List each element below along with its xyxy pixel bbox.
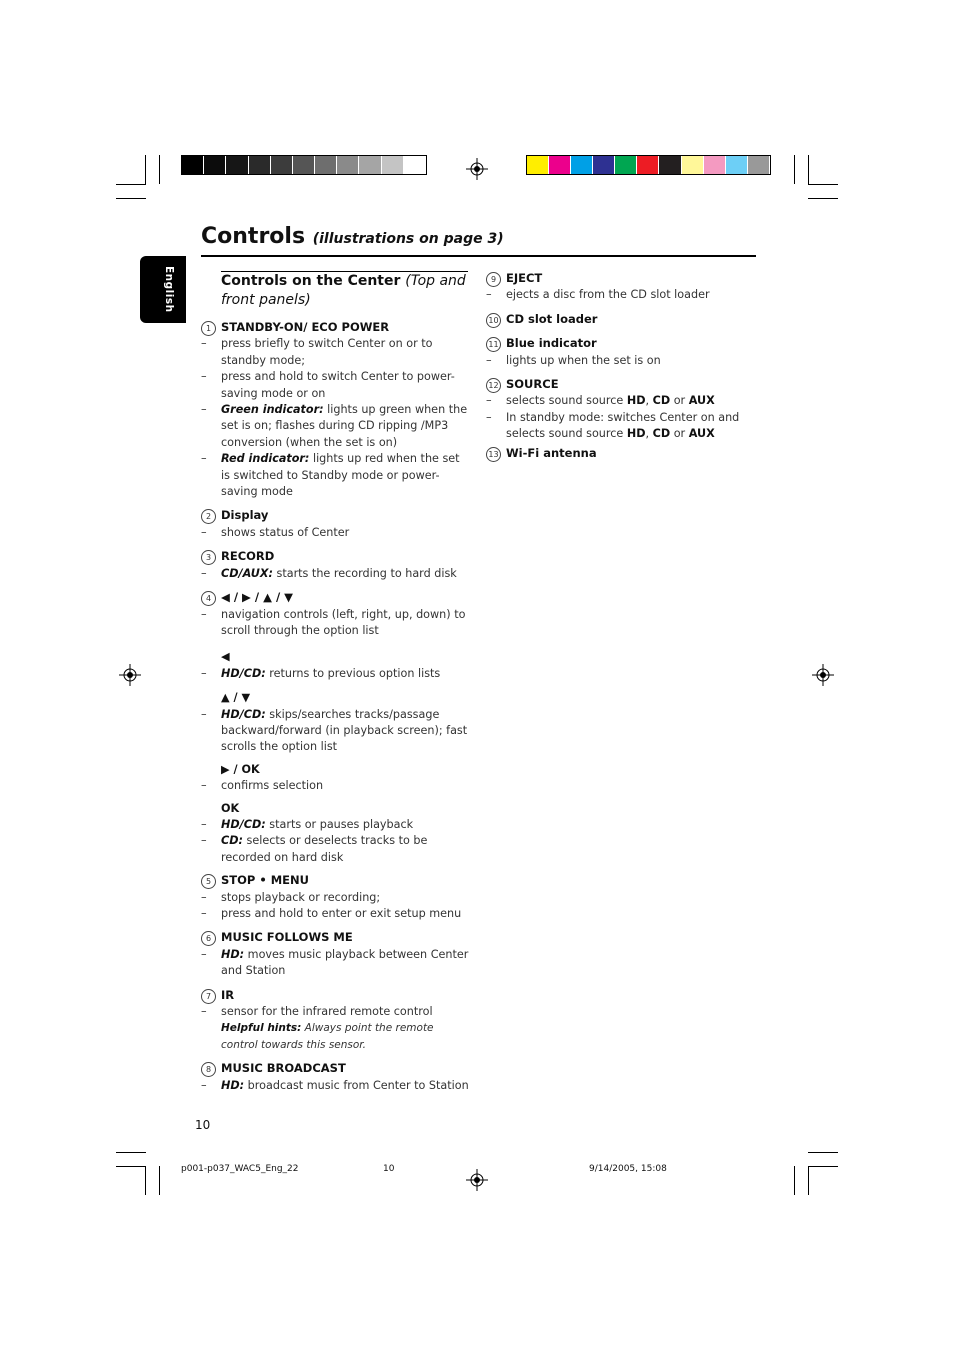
item-text: moves music playback between Center and Station	[221, 947, 469, 978]
color-swatch	[726, 156, 748, 174]
language-tab	[140, 256, 186, 323]
helpful-hint	[201, 1020, 471, 1053]
crop-mark	[116, 198, 146, 199]
item-line: – HD: moves music playback between Center and Station	[201, 947, 469, 978]
item-number-badge: 8	[201, 1062, 216, 1077]
section-heading-main: Controls on the Center	[221, 273, 401, 289]
color-swatch	[315, 156, 337, 174]
right-arrow-ok-label: ▶ / OK	[221, 762, 260, 776]
language-tab-label: English	[163, 266, 175, 313]
item-title: SOURCE	[506, 377, 559, 392]
item-number-badge: 13	[486, 447, 501, 462]
item-line: – press briefly to switch Center on or to standby mode;	[201, 337, 433, 367]
item-text: selects sound source	[506, 394, 627, 408]
color-swatch	[659, 156, 681, 174]
crop-mark	[808, 155, 809, 184]
item-label: HD/CD:	[221, 817, 266, 831]
item-text: starts or pauses playback	[265, 817, 414, 831]
source-aux-label: AUX	[688, 394, 715, 408]
item-line: – HD: broadcast music from Center to Station	[201, 1078, 469, 1092]
hint-label: Helpful hints:	[221, 1022, 302, 1035]
color-swatch	[615, 156, 637, 174]
color-swatch	[249, 156, 271, 174]
item-text: returns to previous option lists	[265, 666, 441, 680]
item-text: sensor for the infrared remote control	[221, 1005, 433, 1019]
page-title-main: Controls	[201, 224, 306, 249]
title-rule	[201, 255, 756, 257]
item-number-badge: 1	[201, 321, 216, 336]
color-swatch	[382, 156, 404, 174]
section-heading-italic: (Top and front panels)	[221, 273, 466, 308]
control-item-2	[201, 507, 471, 524]
item-line: – stops playback or recording;	[201, 890, 381, 904]
item-title: EJECT	[506, 271, 543, 285]
color-swatch	[637, 156, 659, 174]
item-text: confirms selection	[221, 779, 324, 793]
control-item-4	[201, 589, 471, 606]
item-title: Display	[221, 508, 269, 523]
right-column	[486, 263, 761, 462]
color-swatch	[226, 156, 248, 174]
item-title: ◀ / ▶ / ▲ / ▼	[221, 590, 293, 605]
crop-mark	[145, 1166, 146, 1195]
item-line: – press and hold to switch Center to power-saving mode or on	[201, 370, 455, 400]
registration-mark-icon	[119, 664, 141, 686]
item-label: Red indicator:	[221, 452, 310, 466]
control-item-8	[201, 1060, 471, 1077]
item-title: STANDBY-ON/ ECO POWER	[221, 320, 390, 334]
control-item-6	[201, 929, 471, 946]
item-number-badge: 12	[486, 378, 501, 393]
crop-mark	[794, 1166, 795, 1195]
item-label: HD/CD:	[221, 666, 266, 680]
hint-text: Always point the remote control towards this sensor.	[221, 1022, 434, 1051]
color-swatch	[527, 156, 549, 174]
item-number-badge: 7	[201, 989, 216, 1004]
item-line: – navigation controls (left, right, up, down) to scroll through the option list	[201, 607, 466, 637]
registration-mark-icon	[466, 158, 488, 180]
registration-mark-icon	[466, 1169, 488, 1191]
item-number-badge: 10	[486, 313, 501, 328]
crop-mark	[145, 155, 146, 184]
crop-mark	[808, 1166, 809, 1195]
color-swatch	[549, 156, 571, 174]
registration-mark-icon	[812, 664, 834, 686]
page-title	[201, 224, 504, 249]
item-title: CD slot loader	[506, 311, 598, 326]
left-arrow-icon: ◀	[221, 650, 230, 664]
item-text: or	[670, 394, 689, 408]
item-text: starts the recording to hard disk	[272, 566, 457, 580]
crop-mark	[808, 1152, 838, 1153]
control-item-12	[486, 376, 761, 393]
item-title: IR	[221, 987, 235, 1002]
control-item-3	[201, 548, 471, 565]
control-item-7	[201, 987, 471, 1004]
item-line: – press and hold to enter or exit setup menu	[201, 907, 462, 920]
item-text: lights up red when the set is switched to Standby mode or power-saving mode	[221, 452, 460, 499]
item-line: – HD/CD: starts or pauses playback	[201, 817, 414, 831]
item-line: – sensor for the infrared remote control	[201, 1005, 433, 1019]
crop-mark	[159, 155, 160, 184]
item-line: – lights up when the set is on	[486, 353, 661, 367]
control-item-9	[486, 270, 761, 287]
item-number-badge: 9	[486, 272, 501, 287]
crop-mark	[794, 155, 795, 184]
crop-mark	[116, 184, 146, 185]
control-item-11	[486, 335, 761, 352]
item-number-badge: 11	[486, 337, 501, 352]
color-swatch	[359, 156, 381, 174]
item-line: – In standby mode: switches Center on and selects sound source HD, CD or AUX	[486, 410, 740, 441]
item-line: – CD/AUX: starts the recording to hard disk	[201, 566, 457, 580]
color-swatch	[337, 156, 359, 174]
item-title: STOP • MENU	[221, 873, 309, 888]
item-title: MUSIC BROADCAST	[221, 1061, 346, 1076]
item-text: In standby mode: switches Center on and selects sound source	[506, 410, 740, 441]
control-item-1	[201, 319, 471, 336]
crop-mark	[808, 184, 838, 185]
item-line: – Green indicator: lights up green when the set is on; flashes during CD ripping /MP3 conversion (when the set is on)	[201, 403, 468, 449]
item-text: lights up when the set is on	[506, 353, 661, 367]
crop-mark	[116, 1152, 146, 1153]
grayscale-calibration-bar	[181, 155, 427, 175]
color-swatch	[293, 156, 315, 174]
item-line: – confirms selection	[201, 779, 324, 793]
source-cd-label: CD	[652, 394, 671, 408]
item-title: Blue indicator	[506, 336, 597, 351]
item-line: – Red indicator: lights up red when the set is switched to Standby mode or power-saving mode	[201, 452, 460, 499]
item-label: HD:	[221, 1078, 245, 1092]
source-cd-label: CD	[652, 427, 671, 441]
control-item-5	[201, 872, 471, 889]
item-number-badge: 4	[201, 591, 216, 606]
item-line: – selects sound source HD, CD or AUX	[486, 394, 715, 408]
ok-label: OK	[221, 801, 240, 815]
item-number-badge: 3	[201, 550, 216, 565]
page-number: 10	[195, 1118, 211, 1132]
color-swatch	[748, 156, 770, 174]
control-item-13	[486, 445, 761, 462]
footer-page: 10	[383, 1164, 395, 1174]
item-text: selects or deselects tracks to be recorded on hard disk	[221, 834, 428, 864]
item-title: MUSIC FOLLOWS ME	[221, 930, 353, 945]
source-aux-label: AUX	[688, 427, 715, 441]
control-item-10	[486, 311, 761, 328]
item-text: lights up green when the set is on; flashes during CD ripping /MP3 conversion (when the set is on)	[221, 403, 468, 449]
source-hd-label: HD	[626, 427, 646, 441]
page-title-subtitle: (illustrations on page 3)	[312, 231, 504, 247]
item-label: HD/CD:	[221, 707, 266, 721]
color-swatch	[571, 156, 593, 174]
item-text: press and hold to enter or exit setup menu	[221, 907, 462, 920]
color-swatch	[404, 156, 426, 174]
item-label: CD/AUX:	[221, 566, 273, 580]
color-swatch	[682, 156, 704, 174]
color-swatch	[182, 156, 204, 174]
item-number-badge: 2	[201, 509, 216, 524]
item-label: Green indicator:	[221, 403, 324, 417]
item-text: or	[670, 427, 689, 441]
source-hd-label: HD	[626, 394, 646, 408]
item-text: stops playback or recording;	[221, 890, 381, 904]
color-calibration-bar	[526, 155, 771, 175]
color-swatch	[271, 156, 293, 174]
item-number-badge: 6	[201, 931, 216, 946]
item-label: CD:	[221, 834, 243, 848]
crop-mark	[116, 1166, 146, 1167]
item-text: skips/searches tracks/passage backward/forward (in playback screen); fast scrolls the option list	[221, 707, 468, 754]
crop-mark	[808, 1166, 838, 1167]
item-text: ejects a disc from the CD slot loader	[506, 288, 710, 302]
item-line: – HD/CD: returns to previous option lists	[201, 666, 441, 680]
item-line: – ejects a disc from the CD slot loader	[486, 288, 710, 302]
footer-date: 9/14/2005, 15:08	[589, 1164, 667, 1174]
item-line: – shows status of Center	[201, 525, 350, 539]
color-swatch	[704, 156, 726, 174]
item-line: – HD/CD: skips/searches tracks/passage backward/forward (in playback screen); fast scrolls the option list	[201, 707, 468, 754]
item-text: shows status of Center	[221, 525, 350, 539]
item-title: RECORD	[221, 549, 275, 564]
item-title: Wi-Fi antenna	[506, 445, 597, 460]
item-text: broadcast music from Center to Station	[244, 1078, 469, 1092]
item-text: press briefly to switch Center on or to standby mode;	[221, 337, 433, 367]
item-number-badge: 5	[201, 874, 216, 889]
crop-mark	[159, 1166, 160, 1195]
item-label: HD:	[221, 947, 245, 961]
up-down-arrow-icon: ▲ / ▼	[221, 691, 251, 705]
left-column	[201, 272, 471, 1094]
item-line: – CD: selects or deselects tracks to be recorded on hard disk	[201, 834, 428, 864]
color-swatch	[204, 156, 226, 174]
color-swatch	[593, 156, 615, 174]
crop-mark	[808, 198, 838, 199]
footer-filename: p001-p037_WAC5_Eng_22	[181, 1164, 299, 1174]
item-text: navigation controls (left, right, up, down) to scroll through the option list	[221, 607, 466, 637]
item-text: press and hold to switch Center to power-saving mode or on	[221, 370, 455, 400]
section-heading	[201, 272, 471, 310]
